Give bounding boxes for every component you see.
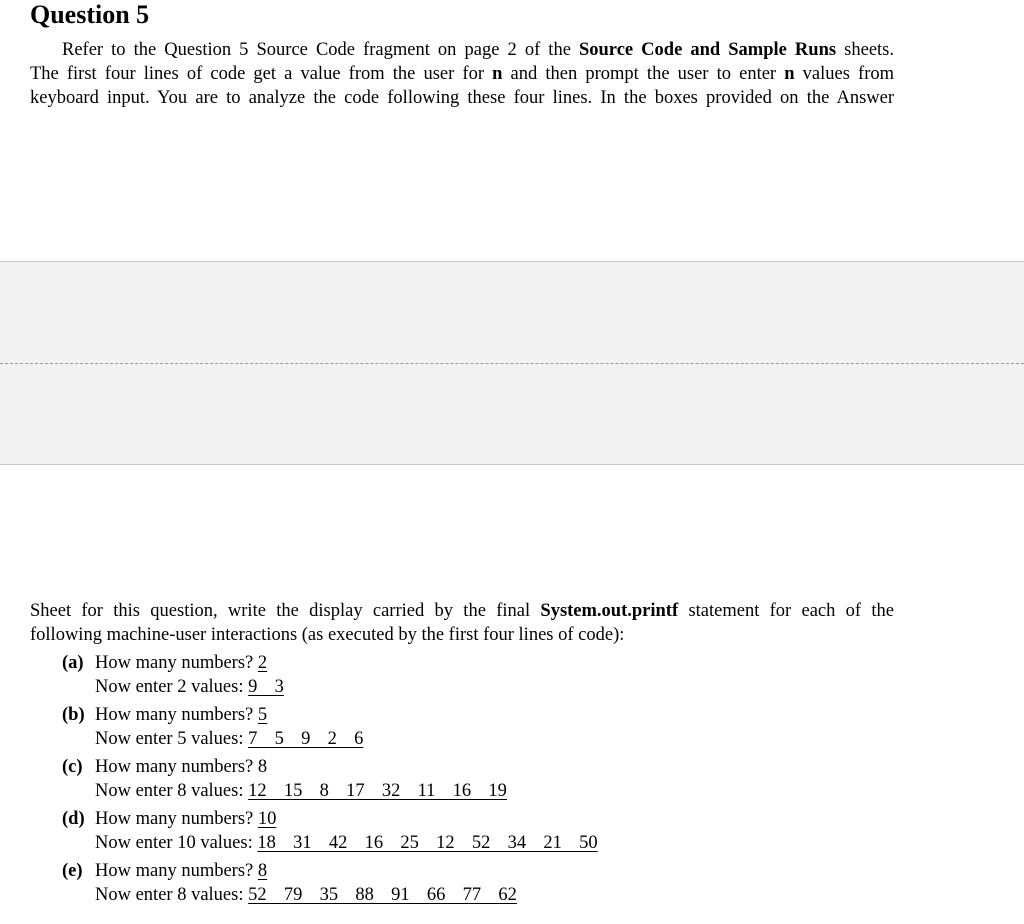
values-answer: 7 5 9 2 6 bbox=[248, 729, 364, 749]
list-item: (b) How many numbers? 5 Now enter 5 values: 7 5 9 2 6 bbox=[62, 705, 364, 749]
values-answer: 12 15 8 17 32 11 16 19 bbox=[248, 781, 507, 801]
continuation-line-1: Sheet for this question, write the display carried by the final System.out.printf statement for each of the bbox=[30, 601, 894, 621]
source-sheets-title: Source Code and Sample Runs bbox=[578, 40, 837, 60]
values-answer: 9 3 bbox=[248, 677, 284, 697]
item-label: (c) bbox=[62, 757, 83, 777]
list-item: (e) How many numbers? 8 Now enter 8 values: 52 79 35 88 91 66 77 62 bbox=[62, 861, 517, 905]
count-answer: 8 bbox=[257, 861, 268, 881]
var-n: n bbox=[784, 64, 795, 84]
continuation-paragraph bbox=[30, 599, 894, 647]
page-break-divider bbox=[0, 363, 1024, 364]
count-answer: 5 bbox=[257, 705, 268, 725]
interaction-list bbox=[62, 651, 598, 911]
count-answer: 2 bbox=[257, 653, 268, 673]
printf-keyword: System.out.printf bbox=[540, 601, 679, 621]
item-label: (d) bbox=[62, 809, 85, 829]
question-title: Question 5 bbox=[30, 0, 150, 29]
intro-line-3: keyboard input. You are to analyze the code following these four lines. In the boxes provided on the Answer bbox=[30, 88, 894, 108]
list-item: (c) How many numbers? 8 Now enter 8 values: 12 15 8 17 32 11 16 19 bbox=[62, 757, 507, 801]
var-n: n bbox=[492, 64, 503, 84]
item-label: (e) bbox=[62, 861, 83, 881]
item-label: (b) bbox=[62, 705, 85, 725]
intro-line-2: The first four lines of code get a value from the user for n and then prompt the user to enter n values from bbox=[30, 64, 894, 84]
intro-paragraph bbox=[30, 38, 894, 110]
list-item: (d) How many numbers? 10 Now enter 10 values: 18 31 42 16 25 12 52 34 21 50 bbox=[62, 809, 598, 853]
list-item: (a) How many numbers? 2 Now enter 2 values: 9 3 bbox=[62, 653, 284, 697]
continuation-line-2: following machine-user interactions (as executed by the first four lines of code): bbox=[30, 625, 625, 645]
page-gap bbox=[0, 261, 1024, 465]
item-label: (a) bbox=[62, 653, 84, 673]
values-answer: 18 31 42 16 25 12 52 34 21 50 bbox=[257, 833, 598, 853]
page-top bbox=[0, 0, 1024, 262]
count-answer: 8 bbox=[257, 757, 268, 777]
intro-line-1: Refer to the Question 5 Source Code fragment on page 2 of the Source Code and Sample Runs sheets. bbox=[62, 40, 894, 60]
count-answer: 10 bbox=[257, 809, 277, 829]
values-answer: 52 79 35 88 91 66 77 62 bbox=[248, 885, 517, 905]
